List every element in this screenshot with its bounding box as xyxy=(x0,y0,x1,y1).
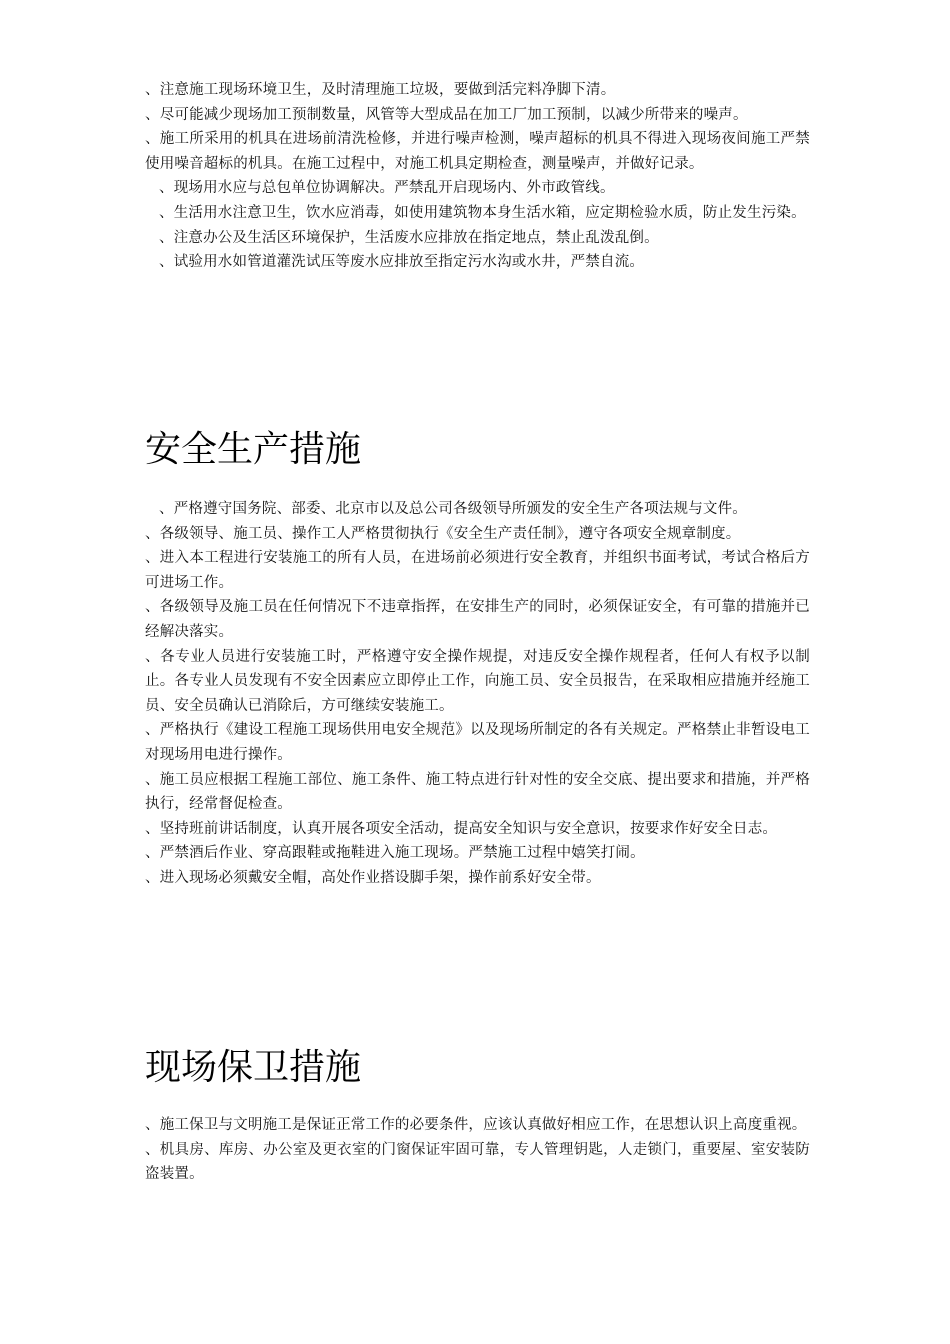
safety-section xyxy=(145,497,810,891)
section-heading-safety: 安全生产措施 xyxy=(145,429,362,470)
section-heading-security: 现场保卫措施 xyxy=(145,1047,362,1088)
paragraph: 、试验用水如管道灌洗试压等废水应排放至指定污水沟或水井，严禁自流。 xyxy=(159,254,645,271)
security-section xyxy=(145,1113,810,1187)
paragraph: 、施工保卫与文明施工是保证正常工作的必要条件，应该认真做好相应工作，在思想认识上高度重视。 xyxy=(145,1117,807,1133)
paragraph: 、施工所采用的机具在进场前清洗检修，并进行噪声检测，噪声超标的机具不得进入现场夜间施工严禁使用噪音超标的机具。在施工过程中，对施工机具定期检查，测量噪声，并做好记录。 xyxy=(145,131,810,172)
paragraph: 、机具房、库房、办公室及更衣室的门窗保证牢固可靠，专人管理钥匙，人走锁门，重要屋、室安装防盗装置。 xyxy=(145,1141,810,1183)
paragraph: 、注意施工现场环境卫生，及时清理施工垃圾，要做到活完料净脚下清。 xyxy=(145,82,616,98)
paragraph: 、严格遵守国务院、部委、北京市以及总公司各级领导所颁发的安全生产各项法规与文件。 xyxy=(159,501,747,517)
environment-section xyxy=(145,78,810,275)
paragraph: 、注意办公及生活区环境保护，生活废水应排放在指定地点，禁止乱泼乱倒。 xyxy=(159,229,659,246)
paragraph: 、严禁酒后作业、穿高跟鞋或拖鞋进入施工现场。严禁施工过程中嬉笑打闹。 xyxy=(145,845,645,862)
paragraph: 、现场用水应与总包单位协调解决。严禁乱开启现场内、外市政管线。 xyxy=(159,180,615,197)
paragraph: 、尽可能减少现场加工预制数量，风管等大型成品在加工厂加工预制，以减少所带来的噪声。 xyxy=(145,106,748,123)
paragraph: 、生活用水注意卫生，饮水应消毒，如使用建筑物本身生活水箱，应定期检验水质，防止发生污染。 xyxy=(159,204,806,221)
paragraph: 、进入本工程进行安装施工的所有人员，在进场前必须进行安全教育，并组织书面考试，考试合格后方可进场工作。 xyxy=(145,550,810,591)
paragraph: 、各级领导及施工员在任何情况下不违章指挥，在安排生产的同时，必须保证安全，有可靠的措施并已经解决落实。 xyxy=(145,599,810,640)
paragraph: 、施工员应根据工程施工部位、施工条件、施工特点进行针对性的安全交底、提出要求和措施，并严格执行，经常督促检查。 xyxy=(145,771,810,813)
paragraph: 、严格执行《建设工程施工现场供用电安全规范》以及现场所制定的各有关规定。严格禁止非暂设电工对现场用电进行操作。 xyxy=(145,722,810,763)
paragraph: 、进入现场必须戴安全帽，高处作业搭设脚手架，操作前系好安全带。 xyxy=(145,869,601,886)
paragraph: 、各级领导、施工员、操作工人严格贯彻执行《安全生产责任制》，遵守各项安全规章制度。 xyxy=(145,525,741,542)
paragraph: 、坚持班前讲话制度，认真开展各项安全活动，提高安全知识与安全意识，按要求作好安全日志。 xyxy=(145,820,778,837)
paragraph: 、各专业人员进行安装施工时，严格遵守安全操作规提，对违反安全操作规程者，任何人有权予以制止。各专业人员发现有不安全因素应立即停止工作，向施工员、安全员报告，在采取相应措施并经施工员、安全员确认已消除后，方可继续安装施工。 xyxy=(145,648,810,714)
